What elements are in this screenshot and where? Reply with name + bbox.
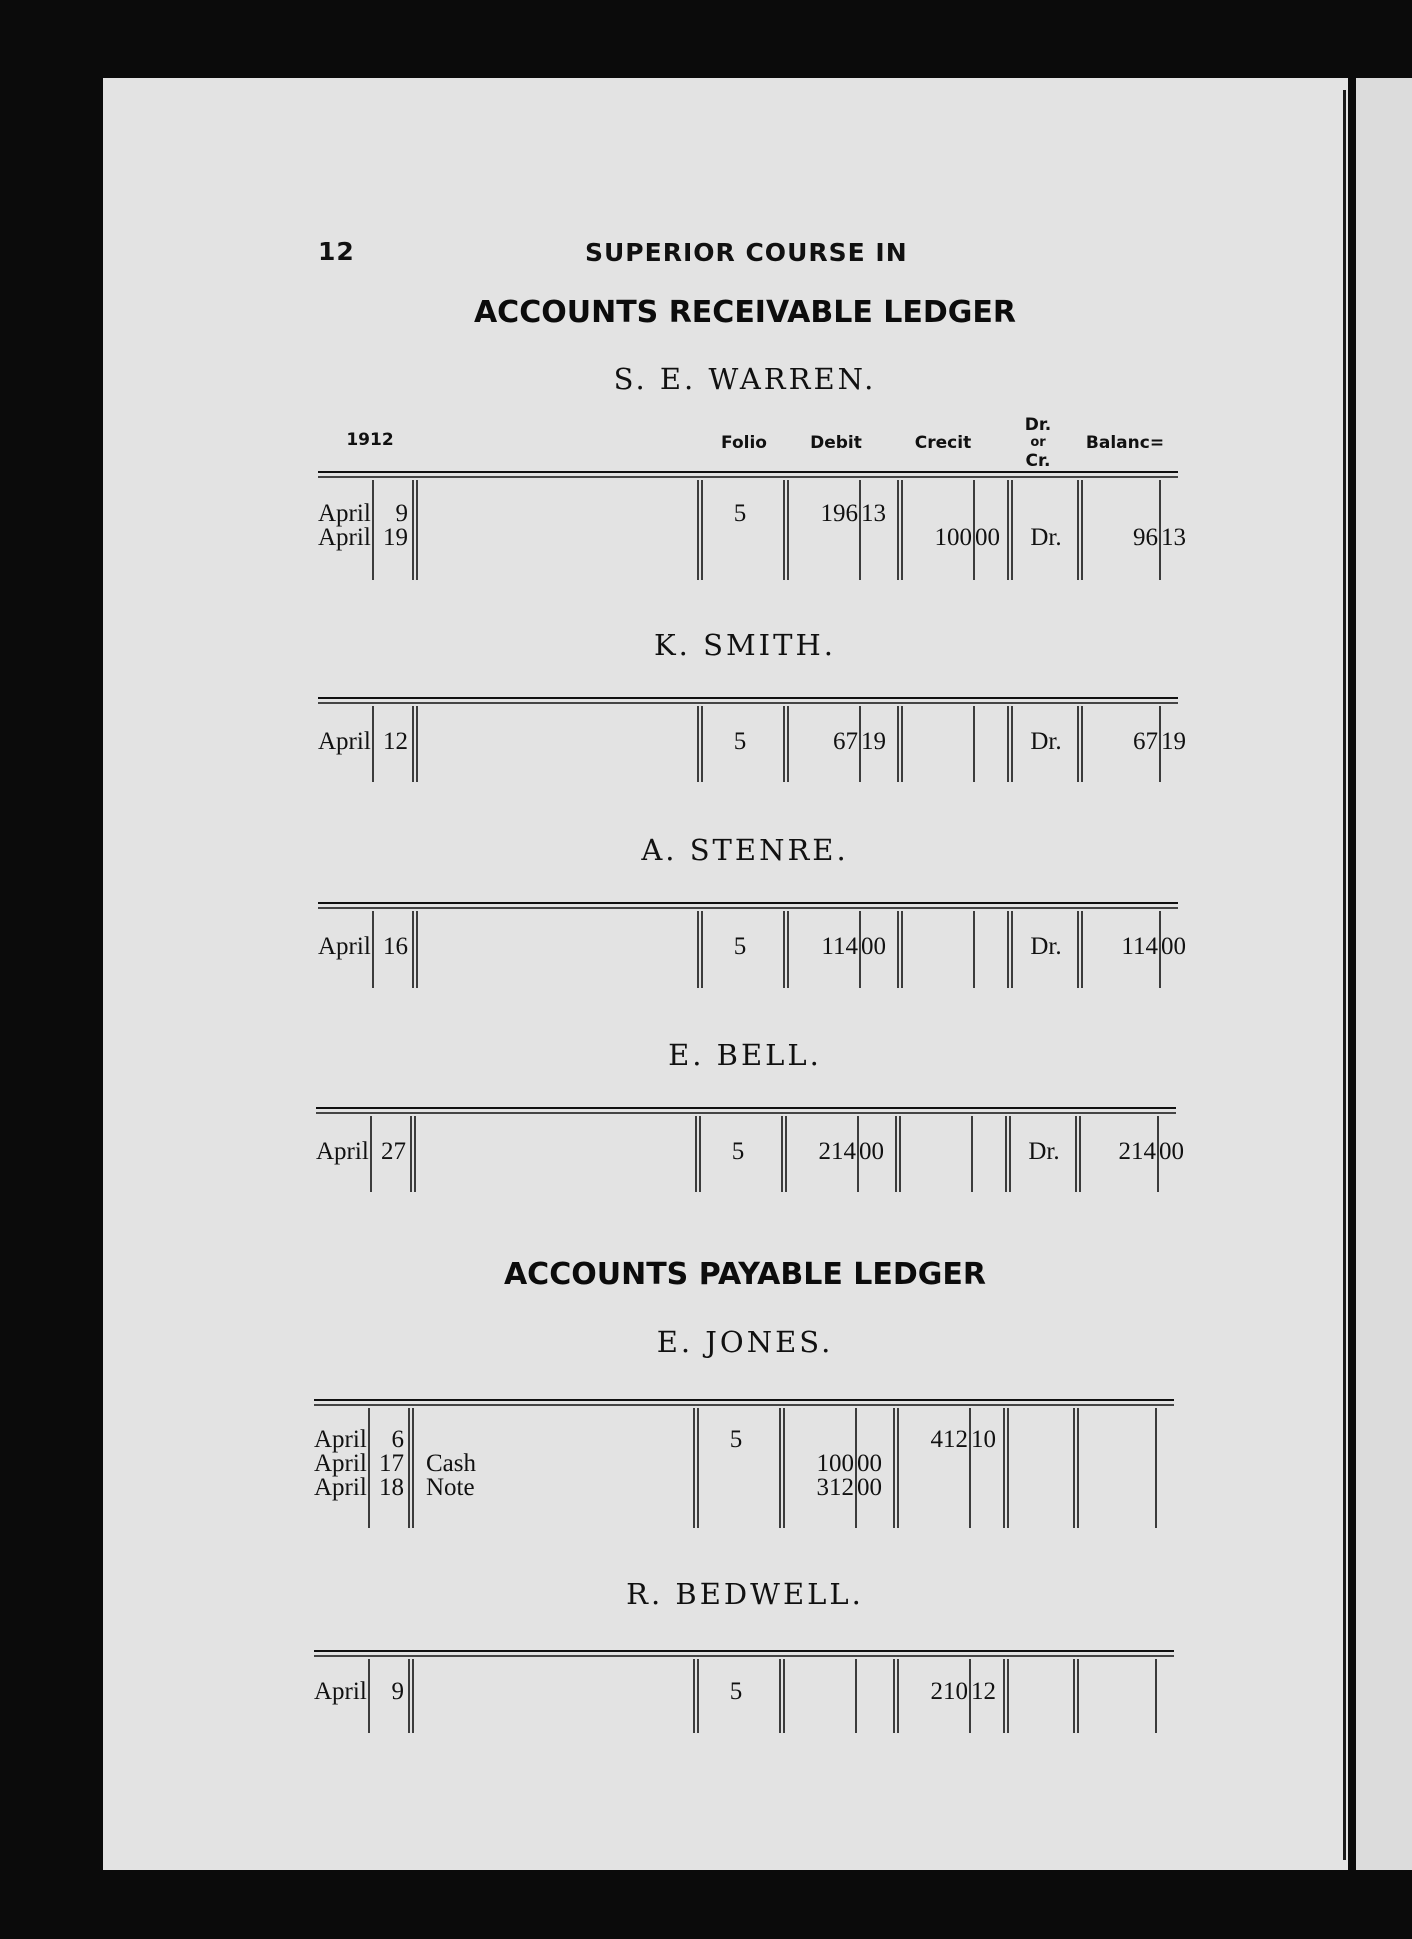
- row-month: April: [314, 1474, 367, 1501]
- balance-header: Balanc=: [1085, 433, 1165, 453]
- account-name: A. STENRE.: [641, 833, 849, 867]
- row-month: April: [316, 1138, 369, 1165]
- dr-or-cr-header: [1018, 416, 1058, 470]
- row-folio: 5: [733, 500, 747, 527]
- row-folio: 5: [729, 1426, 743, 1453]
- row-month: April: [318, 728, 371, 755]
- account-name: E. BELL.: [668, 1038, 822, 1072]
- row-balance-dollars: 214: [1118, 1138, 1156, 1165]
- row-debit-dollars: 100: [816, 1450, 854, 1477]
- row-folio: 5: [733, 728, 747, 755]
- row-debit-dollars: 114: [821, 933, 858, 960]
- row-month: April: [314, 1426, 367, 1453]
- row-day: 9: [391, 1678, 404, 1705]
- payable-ledger-title: ACCOUNTS PAYABLE LEDGER: [503, 1257, 987, 1292]
- debit-header: Debit: [810, 433, 862, 453]
- row-debit-dollars: 214: [818, 1138, 856, 1165]
- row-debit-cents: 00: [861, 933, 886, 960]
- row-item: Cash: [426, 1450, 476, 1477]
- row-debit-dollars: 196: [820, 500, 858, 527]
- receivable-ledger-title: ACCOUNTS RECEIVABLE LEDGER: [473, 295, 1017, 330]
- dr-or-cr-header-line-3: Cr.: [1025, 451, 1051, 471]
- row-debit-dollars: 312: [816, 1474, 854, 1501]
- row-folio: 5: [731, 1138, 745, 1165]
- running-head: SUPERIOR COURSE IN: [585, 238, 908, 267]
- row-day: 18: [379, 1474, 404, 1501]
- row-credit-cents: 00: [975, 524, 1000, 551]
- row-debit-dollars: 67: [833, 728, 858, 755]
- row-balance-cents: 13: [1161, 524, 1186, 551]
- row-day: 12: [383, 728, 408, 755]
- row-item: Note: [426, 1474, 475, 1501]
- row-folio: 5: [729, 1678, 743, 1705]
- row-dr-cr: Dr.: [1030, 524, 1062, 551]
- row-debit-cents: 19: [861, 728, 886, 755]
- dr-or-cr-header-line-1: Dr.: [1024, 415, 1052, 435]
- row-credit-dollars: 100: [934, 524, 972, 551]
- row-balance-cents: 19: [1161, 728, 1186, 755]
- row-day: 9: [395, 500, 408, 527]
- row-month: April: [318, 933, 371, 960]
- row-dr-cr: Dr.: [1030, 728, 1062, 755]
- row-credit-dollars: 412: [930, 1426, 968, 1453]
- row-debit-cents: 13: [861, 500, 886, 527]
- row-month: April: [314, 1450, 367, 1477]
- row-month: April: [318, 500, 371, 527]
- page-number: 12: [318, 237, 355, 266]
- row-debit-cents: 00: [857, 1474, 882, 1501]
- row-debit-cents: 00: [859, 1138, 884, 1165]
- row-dr-cr: Dr.: [1028, 1138, 1060, 1165]
- row-day: 16: [383, 933, 408, 960]
- row-day: 19: [383, 524, 408, 551]
- account-name: R. BEDWELL.: [626, 1577, 864, 1611]
- row-month: April: [318, 524, 371, 551]
- row-balance-dollars: 67: [1133, 728, 1158, 755]
- account-name: S. E. WARREN.: [613, 362, 877, 396]
- row-debit-cents: 00: [857, 1450, 882, 1477]
- row-day: 17: [379, 1450, 404, 1477]
- row-credit-dollars: 210: [930, 1678, 968, 1705]
- folio-header: Folio: [721, 433, 767, 453]
- row-day: 27: [381, 1138, 406, 1165]
- account-name: K. SMITH.: [654, 628, 836, 662]
- year-header: 1912: [346, 430, 394, 450]
- row-dr-cr: Dr.: [1030, 933, 1062, 960]
- row-balance-cents: 00: [1161, 933, 1186, 960]
- row-balance-dollars: 114: [1121, 933, 1158, 960]
- row-balance-cents: 00: [1159, 1138, 1184, 1165]
- account-name: E. JONES.: [656, 1325, 834, 1359]
- row-credit-cents: 10: [971, 1426, 996, 1453]
- row-credit-cents: 12: [971, 1678, 996, 1705]
- row-month: April: [314, 1678, 367, 1705]
- credit-header: Crecit: [914, 433, 972, 453]
- dr-or-cr-header-line-2: or: [1030, 435, 1046, 450]
- row-balance-dollars: 96: [1133, 524, 1158, 551]
- row-day: 6: [391, 1426, 404, 1453]
- row-folio: 5: [733, 933, 747, 960]
